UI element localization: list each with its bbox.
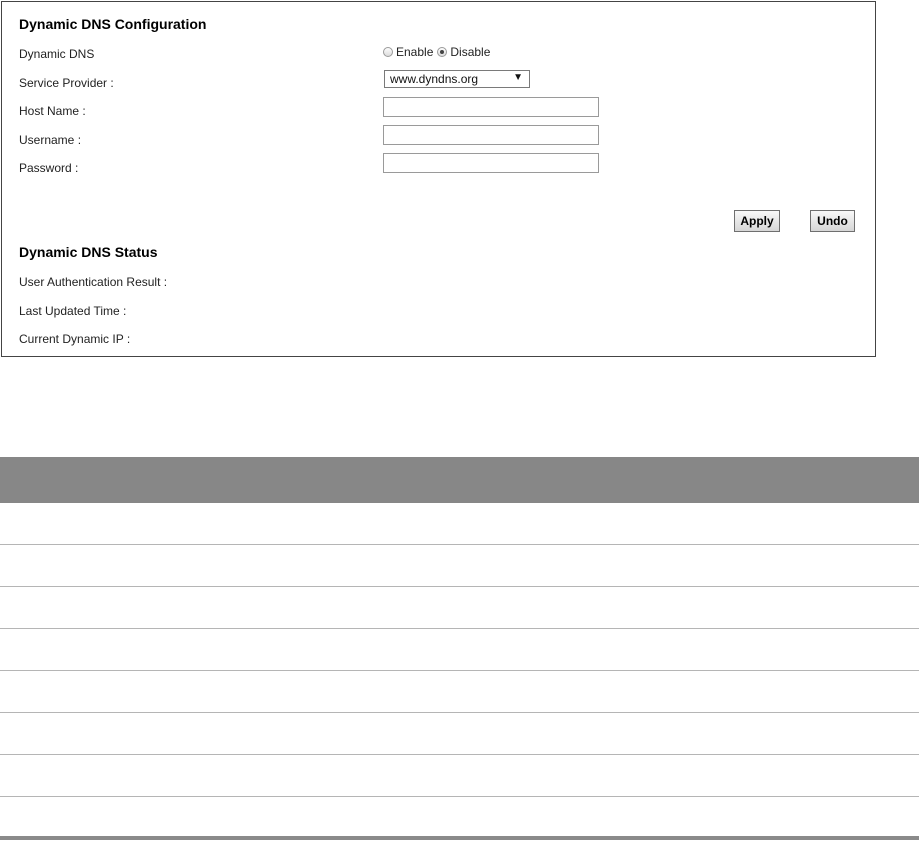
service-provider-label: Service Provider :: [19, 76, 114, 90]
table-row: [0, 503, 919, 545]
status-heading: Dynamic DNS Status: [19, 244, 158, 260]
disable-radio[interactable]: [437, 47, 447, 57]
table-row: [0, 587, 919, 629]
service-provider-select[interactable]: [384, 70, 530, 88]
table-row: [0, 755, 919, 797]
enable-radio[interactable]: [383, 47, 393, 57]
table-row: [0, 797, 919, 839]
username-label: Username :: [19, 133, 82, 147]
current-ip-label: Current Dynamic IP :: [19, 332, 131, 346]
last-updated-label: Last Updated Time :: [19, 304, 127, 318]
table-row: [0, 629, 919, 671]
host-name-label: Host Name :: [19, 104, 86, 118]
auth-result-label: User Authentication Result :: [19, 275, 168, 289]
service-provider-value: www.dyndns.org: [390, 72, 479, 86]
config-heading: Dynamic DNS Configuration: [19, 16, 207, 32]
ddns-config-panel: [1, 1, 876, 357]
table-row: [0, 545, 919, 587]
host-name-input[interactable]: [383, 97, 599, 117]
table-header: [0, 457, 919, 503]
dropdown-arrow-icon: ▼: [513, 72, 523, 83]
table-row: [0, 713, 919, 755]
table-row: [0, 671, 919, 713]
password-label: Password :: [19, 161, 79, 175]
apply-button[interactable]: Apply: [734, 210, 780, 232]
undo-button[interactable]: Undo: [810, 210, 855, 232]
dynamic-dns-radio-group: [383, 45, 494, 59]
enable-radio-label: Enable: [396, 45, 434, 59]
username-input[interactable]: [383, 125, 599, 145]
table-bottom-border: [0, 836, 919, 840]
password-input[interactable]: [383, 153, 599, 173]
disable-radio-label: Disable: [450, 45, 491, 59]
dynamic-dns-label: Dynamic DNS: [19, 47, 95, 61]
